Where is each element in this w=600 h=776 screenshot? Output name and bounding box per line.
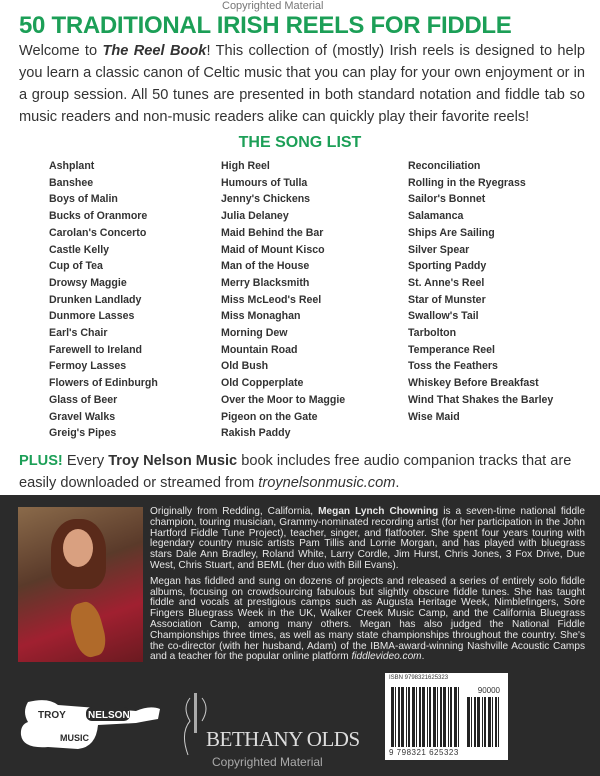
bethany-olds-name: BETHANY OLDS <box>206 727 360 751</box>
barcode-bar <box>398 687 400 747</box>
plus-text: . <box>395 475 400 491</box>
song-item: Old Bush <box>221 360 269 373</box>
song-item: Salamanca <box>408 210 464 223</box>
song-item: Pigeon on the Gate <box>221 410 318 423</box>
isbn-number: ISBN 9798321625323 <box>389 675 449 681</box>
song-item: St. Anne's Reel <box>408 276 485 289</box>
song-item: Drowsy Maggie <box>49 276 127 289</box>
song-item: Dunmore Lasses <box>49 310 135 323</box>
song-item: Man of the House <box>221 260 310 273</box>
barcode-bar <box>450 687 452 747</box>
song-item: Flowers of Edinburgh <box>49 377 158 390</box>
barcode-bar <box>484 697 486 747</box>
barcode-bar <box>488 697 491 747</box>
barcode-bar <box>454 687 457 747</box>
barcode-bar <box>498 697 499 747</box>
barcode-bar <box>422 687 425 747</box>
intro-text: ! This collection of (mostly) Irish reels is designed to help you learn a classic canon of Celtic music that you can play for your own enjoyment or in a group session. All 50 tunes are presented in both standard notation and fiddle tab so music readers and non-music readers alike can quickly play their favorite reels! <box>19 43 586 125</box>
guitar-icon <box>18 697 163 752</box>
barcode-bar <box>440 687 442 747</box>
song-item: Banshee <box>49 176 94 189</box>
bio-text: . <box>421 651 425 663</box>
song-item: Swallow's Tail <box>408 310 479 323</box>
barcode-bar <box>412 687 415 747</box>
fiddlevideo-link: fiddlevideo.com <box>351 651 422 663</box>
barcode-bar <box>429 687 431 747</box>
song-item: Old Copperplate <box>221 377 304 390</box>
song-item: Boys of Malin <box>49 193 118 206</box>
brand-name: Troy Nelson Music <box>108 453 238 469</box>
song-item: Merry Blacksmith <box>221 276 310 289</box>
intro-paragraph <box>19 40 585 128</box>
song-item: Ashplant <box>49 160 95 172</box>
song-item: Over the Moor to Maggie <box>221 393 346 406</box>
barcode-bar <box>471 697 472 747</box>
song-item: Bucks of Oranmore <box>49 210 148 223</box>
bio-text: Originally from Redding, California, <box>150 506 319 517</box>
barcode-bar <box>437 687 438 747</box>
author-photo <box>18 507 143 662</box>
song-item: Fermoy Lasses <box>49 360 127 373</box>
song-column-1 <box>49 158 158 442</box>
barcode-bar <box>416 687 417 747</box>
song-item: Miss McLeod's Reel <box>221 293 322 306</box>
intro-text: Welcome to <box>19 43 103 59</box>
song-item: Ships Are Sailing <box>408 226 495 239</box>
barcode-bar <box>482 697 483 747</box>
barcode-bar <box>492 697 493 747</box>
song-item: Wind That Shakes the Barley <box>408 393 554 406</box>
barcode-bars <box>391 687 461 747</box>
song-item: Sporting Paddy <box>408 260 487 273</box>
song-item: Earl's Chair <box>49 327 108 340</box>
barcode-bar <box>395 687 396 747</box>
song-list-heading: THE SONG LIST <box>238 134 362 151</box>
song-item: Julia Delaney <box>221 210 289 223</box>
song-item: Toss the Feathers <box>408 360 498 373</box>
plus-label: PLUS! <box>19 453 63 469</box>
author-name: Megan Lynch Chowning <box>318 506 439 517</box>
barcode-bar <box>419 687 421 747</box>
song-item: Whiskey Before Breakfast <box>408 377 539 390</box>
bethany-olds-logo <box>180 693 360 773</box>
troy-nelson-music-logo <box>18 697 163 752</box>
barcode-bar <box>458 687 459 747</box>
song-item: Castle Kelly <box>49 243 110 256</box>
barcode-bar <box>477 697 480 747</box>
plus-paragraph <box>19 450 585 494</box>
barcode-bar <box>406 687 407 747</box>
song-item: Maid Behind the Bar <box>221 226 324 239</box>
logo-text-troy: TROY <box>38 710 66 721</box>
song-item: Drunken Landlady <box>49 293 142 306</box>
song-item: Farewell to Ireland <box>49 343 143 356</box>
song-item: Tarbolton <box>408 327 457 340</box>
song-column-2 <box>221 158 345 442</box>
isbn-barcode <box>385 673 508 760</box>
barcode-bar <box>448 687 449 747</box>
barcode-bar <box>433 687 436 747</box>
barcode-bar <box>427 687 428 747</box>
song-item: Jenny's Chickens <box>221 193 311 206</box>
song-item: High Reel <box>221 160 270 172</box>
song-item: Humours of Tulla <box>221 176 308 189</box>
barcode-bar <box>495 697 497 747</box>
bio-paragraph-2 <box>150 577 585 663</box>
song-item: Maid of Mount Kisco <box>221 243 325 256</box>
bio-text: Megan has fiddled and sung on dozens of projects and released a series of entirely solo fiddle albums, focusing on crowdsourcing fabulous but slightly obscure fiddle tunes. She has taught fiddle and vocals at prestigious camps such as Augusta Heritage Week, Nimblefingers, Sore Fingers Bluegrass Week in the UK, Walker Creek Music Camp, and the California Bluegrass Association Camp, among many others. Megan has also judged the National Fiddle Championships three times, as well as many state championships throughout the country. She's the co-director (with her husband, Adam) of the IBMA-award-winning Nashville Acoustic Camps and a teacher for the popular online platform <box>150 575 585 663</box>
song-item: Wise Maid <box>408 410 460 423</box>
song-item: Mountain Road <box>221 343 298 356</box>
price-barcode-bars <box>467 697 499 747</box>
barcode-bar <box>467 697 470 747</box>
plus-text: book includes free audio companion tracks that are easily downloaded or streamed from <box>19 453 572 491</box>
song-item: Star of Munster <box>408 293 486 306</box>
song-item: Sailor's Bonnet <box>408 193 486 206</box>
plus-text: Every <box>62 453 109 469</box>
logo-text-nelson: NELSON <box>88 710 130 721</box>
watermark: Copyrighted Material <box>212 755 323 769</box>
book-title: The Reel Book <box>102 43 207 59</box>
song-item: Miss Monaghan <box>221 310 301 323</box>
price-code: 90000 <box>477 686 500 695</box>
song-item: Temperance Reel <box>408 343 495 356</box>
barcode-bar <box>408 687 410 747</box>
song-item: Cup of Tea <box>49 260 103 273</box>
song-item: Carolan's Concerto <box>49 226 147 239</box>
barcode-bar <box>391 687 394 747</box>
song-column-3 <box>408 158 553 425</box>
song-item: Morning Dew <box>221 327 288 340</box>
song-item: Rolling in the Ryegrass <box>408 176 526 189</box>
song-item: Reconciliation <box>408 160 481 172</box>
website-link: troynelsonmusic.com <box>258 475 396 491</box>
barcode-digits: 9 798321 625323 <box>389 748 459 757</box>
watermark: Copyrighted Material <box>222 0 324 12</box>
song-item: Silver Spear <box>408 243 470 256</box>
cover-title: 50 TRADITIONAL IRISH REELS FOR FIDDLE <box>19 12 512 39</box>
bio-text: is a seven-time national fiddle champion, touring musician, Grammy-nominated recording artist (for her participation in the John Hartford Fiddle Tune Project), teacher, singer, and flatfooter. She spent four years touring with legendary country music artists Pam Tillis and Lorrie Morgan, and has played with bluegrass stars Dale Ann Bradley, Roland White, Larry Cordle, Jim Hurst, Chris Jones, 3 Fox Drive, Due West, Chris Stuart, and BEML (her duo with Bill Evans). <box>150 506 586 571</box>
barcode-bar <box>443 687 446 747</box>
song-item: Gravel Walks <box>49 410 116 423</box>
barcode-bar <box>401 687 404 747</box>
barcode-bar <box>474 697 476 747</box>
song-item: Greig's Pipes <box>49 427 117 440</box>
bio-paragraph-1 <box>150 507 585 572</box>
logo-text-music: MUSIC <box>60 733 89 743</box>
song-item: Rakish Paddy <box>221 427 291 440</box>
song-item: Glass of Beer <box>49 393 118 406</box>
author-bio <box>150 507 585 668</box>
